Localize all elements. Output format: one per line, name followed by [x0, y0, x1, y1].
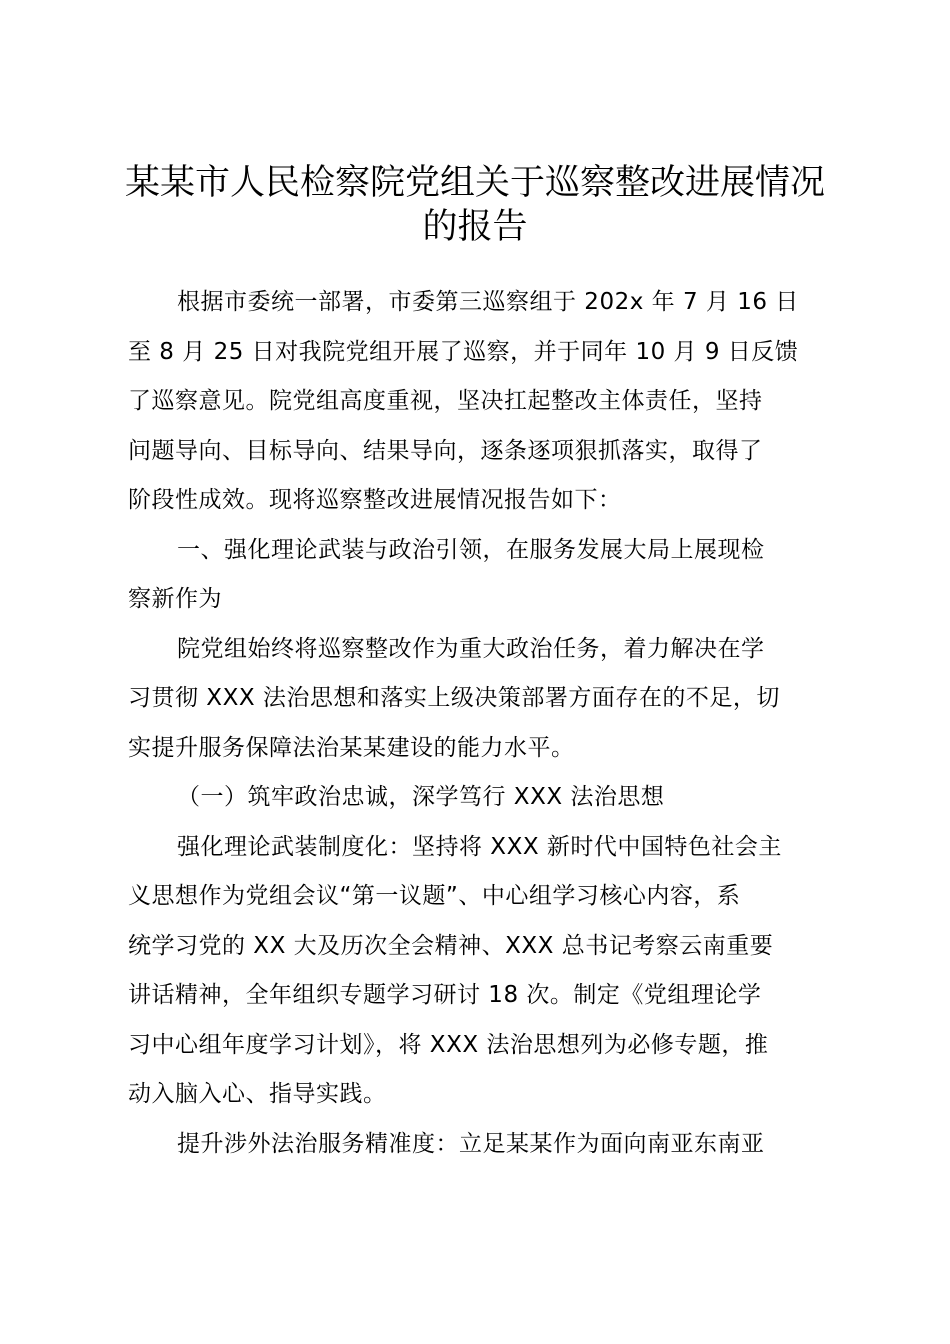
text-line: 察新作为 [128, 586, 222, 612]
text-line: 问题导向、目标导向、结果导向，逐条逐项狠抓落实，取得了 [128, 437, 763, 464]
text-line: 提升涉外法治服务精准度：立足某某作为面向南亚东南亚 [177, 1130, 765, 1157]
title-line: 某某市人民检察院党组关于巡察整改进展情况 [124, 163, 825, 203]
paragraph-intro [128, 278, 832, 526]
text-line: 院党组始终将巡察整改作为重大政治任务，着力解决在学 [177, 635, 765, 662]
paragraph-section-1-intro [128, 625, 832, 774]
paragraph-theory-study [128, 823, 832, 1120]
document-body [128, 278, 832, 1169]
paragraph-foreign-legal-service [128, 1120, 832, 1170]
text-line: 至 8 月 25 日对我院党组开展了巡察，并于同年 10 月 9 日反馈 [128, 338, 799, 365]
text-line: 实提升服务保障法治某某建设的能力水平。 [128, 734, 575, 761]
text-line: 义思想作为党组会议“第一议题”、中心组学习核心内容，系 [128, 883, 741, 909]
section-heading-1 [128, 526, 832, 625]
text-line: （一）筑牢政治忠诚，深学笃行 XXX 法治思想 [177, 784, 665, 810]
title-line: 的报告 [422, 207, 528, 247]
text-line: 了巡察意见。院党组高度重视，坚决扛起整改主体责任，坚持 [128, 388, 763, 414]
subsection-heading-1-1 [128, 773, 832, 823]
text-line: 阶段性成效。现将巡察整改进展情况报告如下： [128, 487, 622, 513]
document-title [100, 161, 850, 249]
text-line: 一、强化理论武装与政治引领，在服务发展大局上展现检 [177, 536, 765, 563]
text-line: 强化理论武装制度化：坚持将 XXX 新时代中国特色社会主 [177, 833, 782, 860]
text-line: 习中心组年度学习计划》，将 XXX 法治思想列为必修专题，推 [128, 1031, 769, 1058]
text-line: 习贯彻 XXX 法治思想和落实上级决策部署方面存在的不足，切 [128, 685, 780, 711]
text-line: 根据市委统一部署，市委第三巡察组于 202x 年 7 月 16 日 [177, 289, 799, 315]
text-line: 统学习党的 XX 大及历次全会精神、XXX 总书记考察云南重要 [128, 932, 774, 959]
text-line: 讲话精神，全年组织专题学习研讨 18 次。制定《党组理论学 [128, 982, 762, 1008]
text-line: 动入脑入心、指导实践。 [128, 1081, 387, 1107]
